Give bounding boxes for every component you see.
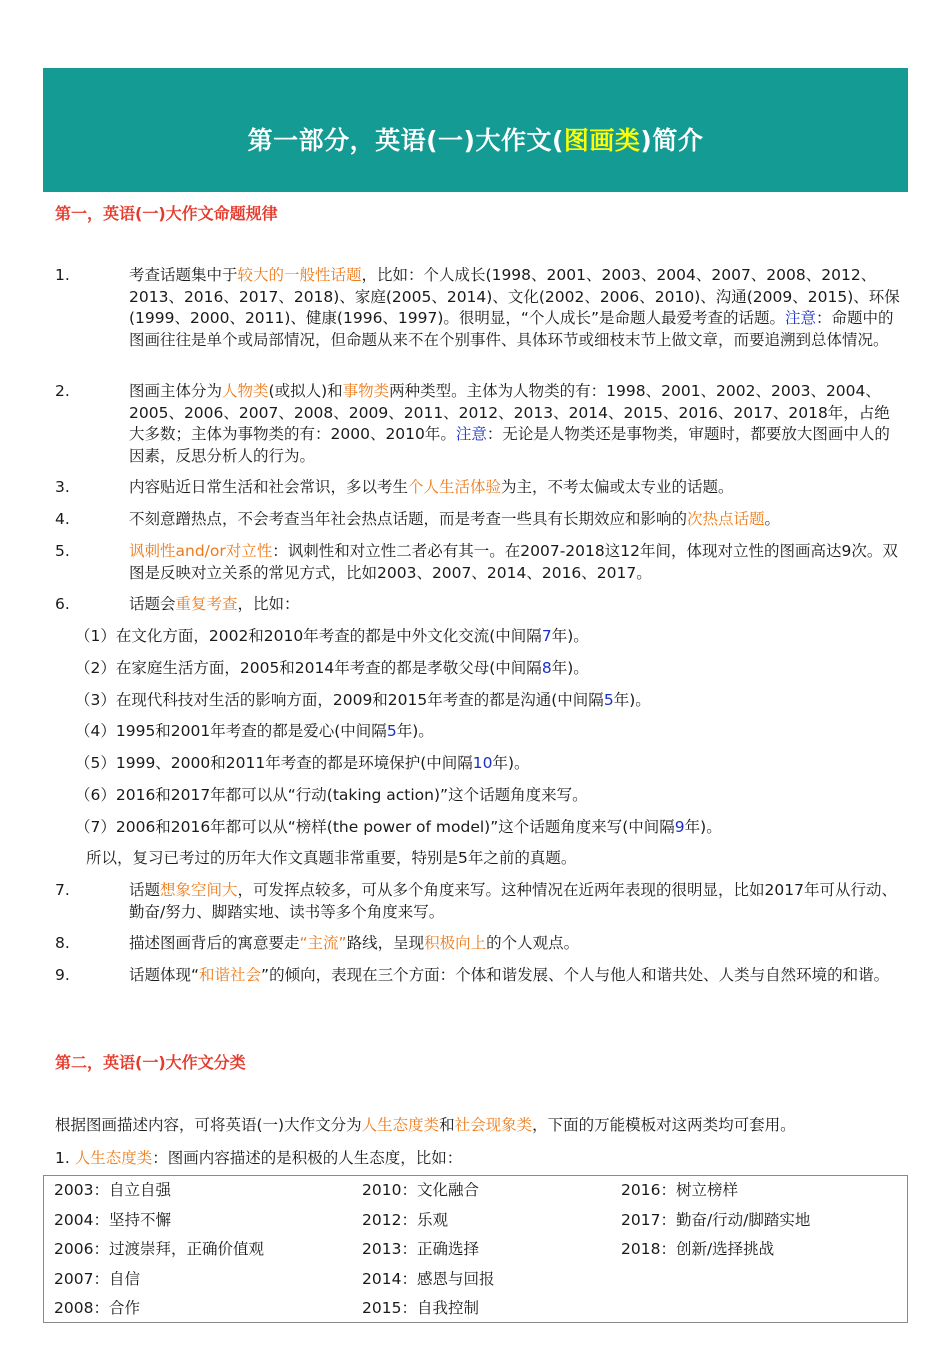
text-run: ，比如：	[237, 595, 300, 613]
text-run: 描述图画背后的寓意要走	[129, 934, 300, 952]
topic-cell: 2010：文化融合	[362, 1181, 479, 1199]
topic-cell: 2008：合作	[54, 1299, 140, 1317]
topic-cell: 2012：乐观	[362, 1210, 448, 1229]
text-run: 1.	[55, 1149, 75, 1167]
text-run: ：命题中的图画往往是单个或局部情况，但命题从来不在个别事件、具体环节或细枝末节上做文章，而要追溯到总体情况。	[129, 309, 894, 349]
topic-cell: 2018：创新/选择挑战	[621, 1240, 775, 1258]
rule-number: 5.	[55, 542, 70, 560]
text-run: 年)。	[551, 659, 589, 677]
topics-table	[43, 1175, 908, 1323]
rule-item	[55, 509, 905, 531]
repeat-example	[75, 626, 589, 648]
text-run: 考查话题集中于	[129, 266, 238, 284]
text-run: 年)。	[551, 627, 589, 645]
highlight-text: 较大的一般性话题	[237, 266, 362, 284]
rule-number: 8.	[55, 934, 70, 952]
rule-item	[55, 594, 905, 616]
text-run: 。	[764, 510, 781, 528]
text-run: 为主，不考太偏或太专业的话题。	[501, 478, 734, 496]
highlight-text: 社会现象类	[454, 1116, 533, 1134]
section-1-title: 第一，英语(一)大作文命题规律	[55, 204, 278, 223]
text-run: 话题体现“	[129, 966, 200, 984]
text-run: （1）在文化方面，2002和2010年考查的都是中外文化交流(中间隔	[75, 627, 542, 645]
text-run: ，下面的万能模板对这两类均可套用。	[532, 1116, 796, 1134]
rule-item	[55, 541, 905, 584]
highlight-text: 事物类	[342, 382, 390, 400]
summary-text: 所以，复习已考过的历年大作文真题非常重要，特别是5年之前的真题。	[86, 849, 577, 867]
highlight-text: 人生态度类	[361, 1116, 440, 1134]
rule-text	[129, 477, 905, 499]
text-run: ”的倾向，表现在三个方面：个体和谐发展、个人与他人和谐共处、人类与自然环境的和谐。	[261, 966, 890, 984]
repeat-example	[75, 753, 530, 775]
rule-item	[55, 965, 905, 987]
text-run: 路线，呈现	[346, 934, 425, 952]
rule-item	[55, 381, 905, 467]
text-run: 年)。	[613, 691, 651, 709]
rule-text	[129, 880, 905, 923]
rule-text	[129, 509, 905, 531]
rule-number: 4.	[55, 510, 70, 528]
category-1-heading	[55, 1148, 462, 1170]
highlight-text: 人物类	[222, 382, 269, 400]
text-run: 的个人观点。	[486, 934, 580, 952]
topic-cell: 2016：树立榜样	[621, 1181, 738, 1199]
text-run: （4）1995和2001年考查的都是爱心(中间隔	[75, 722, 387, 740]
text-run: 不刻意蹭热点，不会考查当年社会热点话题，而是考查一些具有长期效应和影响的	[129, 510, 688, 528]
repeat-example	[75, 658, 589, 680]
text-run: （6）2016和2017年都可以从“行动(taking action)”这个话题角度来写。	[75, 786, 588, 804]
rule-text	[129, 594, 905, 616]
highlight-text: 人生态度类	[74, 1149, 153, 1167]
rule-number: 2.	[55, 382, 70, 400]
interval-number: 8	[541, 659, 552, 677]
title-banner	[43, 68, 908, 192]
text-run: ，比如：个人成长(1998、2001、2003、2004、2007、2008、2012、2013、2016、2017、2018)、家庭(2005、2014)、文化(2002、2006、2010)、沟通(2009、2015)、环保(1999、2000、2011)、健康(1996、1997)。很明显，“个人成长”是命题人最爱考查的话题。	[129, 266, 900, 327]
section-2-intro	[55, 1115, 796, 1137]
rule-number: 9.	[55, 966, 70, 984]
text-run: 话题会	[129, 595, 176, 613]
text-run: 两种类型。主体为人物类的有：1998、2001、2002、2003、2004、2005、2006、2007、2008、2009、2011、2012、2013、2014、2015、2016、2017、2018年，占绝大多数；主体为事物类的有：2000、2010年。	[129, 382, 890, 443]
topic-cell: 2015：自我控制	[362, 1299, 479, 1317]
highlight-text: 积极向上	[424, 934, 487, 952]
repeat-example	[75, 721, 434, 743]
text-run: (或拟人)和	[268, 382, 343, 400]
highlight-text: 和谐社会	[199, 966, 262, 984]
text-run: 年)。	[492, 754, 530, 772]
rule-item	[55, 933, 905, 955]
text-run: 年)。	[684, 818, 722, 836]
interval-number: 9	[674, 818, 685, 836]
rule-text	[129, 965, 905, 987]
text-run: （2）在家庭生活方面，2005和2014年考查的都是孝敬父母(中间隔	[75, 659, 542, 677]
topic-cell: 2003：自立自强	[54, 1181, 171, 1199]
interval-number: 5	[386, 722, 397, 740]
topic-cell: 2013：正确选择	[362, 1240, 479, 1258]
highlight-text: 讽刺性and/or对立性	[129, 542, 273, 560]
rule-text	[129, 933, 905, 955]
topic-cell: 2017：勤奋/行动/脚踏实地	[621, 1210, 811, 1229]
rule-item	[55, 880, 905, 923]
text-run: 和	[439, 1116, 455, 1134]
rule-number: 3.	[55, 478, 70, 496]
topic-cell: 2014：感恩与回报	[362, 1269, 495, 1288]
text-run: 图画主体分为	[129, 382, 223, 400]
section-2-title: 第二，英语(一)大作文分类	[55, 1053, 246, 1072]
text-run: 内容贴近日常生活和社会常识，多以考生	[129, 478, 409, 496]
rule-item	[55, 265, 905, 351]
rule-number: 6.	[55, 595, 70, 613]
rule-text	[129, 265, 905, 351]
text-run: （7）2006和2016年都可以从“榜样(the power of model)”这个话题角度来写(中间隔	[75, 818, 675, 836]
interval-number: 5	[603, 691, 614, 709]
title-highlight: 图画类	[563, 126, 641, 155]
topic-cell: 2006：过渡崇拜，正确价值观	[54, 1240, 264, 1258]
rule-text	[129, 541, 905, 584]
repeat-example	[75, 817, 722, 839]
text-run: 根据图画描述内容，可将英语(一)大作文分为	[55, 1116, 362, 1134]
text-run: 年)。	[396, 722, 434, 740]
highlight-text: 注意	[784, 309, 816, 327]
text-run: ：讽刺性和对立性二者必有其一。在2007-2018这12年间，体现对立性的图画高达9次。双图是反映对立关系的常见方式，比如2003、2007、2014、2016、2017。	[129, 542, 898, 582]
topic-cell: 2004：坚持不懈	[54, 1210, 171, 1229]
text-run: ：无论是人物类还是事物类，审题时，都要放大图画中人的因素，反思分析人的行为。	[129, 425, 890, 465]
rule-number: 7.	[55, 881, 70, 899]
text-run: （5）1999、2000和2011年考查的都是环境保护(中间隔	[75, 754, 473, 772]
repeat-example	[75, 690, 651, 712]
highlight-text: 注意	[455, 425, 487, 443]
topic-cell: 2007：自信	[54, 1269, 140, 1288]
highlight-text: 个人生活体验	[408, 478, 502, 496]
highlight-text: “主流”	[299, 934, 347, 952]
highlight-text: 重复考查	[175, 595, 238, 613]
text-run: （3）在现代科技对生活的影响方面，2009和2015年考查的都是沟通(中间隔	[75, 691, 604, 709]
rule-item	[55, 477, 905, 499]
highlight-text: 次热点话题	[687, 510, 765, 528]
text-run: 话题	[129, 881, 161, 899]
interval-number: 10	[472, 754, 493, 772]
highlight-text: 想象空间大	[160, 881, 238, 899]
interval-number: 7	[541, 627, 552, 645]
repeat-example	[75, 785, 588, 807]
text-run: ，可发挥点较多，可从多个角度来写。这种情况在近两年表现的很明显，比如2017年可从行动、勤奋/努力、脚踏实地、读书等多个角度来写。	[129, 881, 897, 921]
page-title: 第一部分，英语(一)大作文(图画类)简介	[247, 126, 704, 155]
rule-number: 1.	[55, 266, 70, 284]
text-run: ：图画内容描述的是积极的人生态度，比如：	[152, 1149, 463, 1167]
rule-text	[129, 381, 905, 467]
